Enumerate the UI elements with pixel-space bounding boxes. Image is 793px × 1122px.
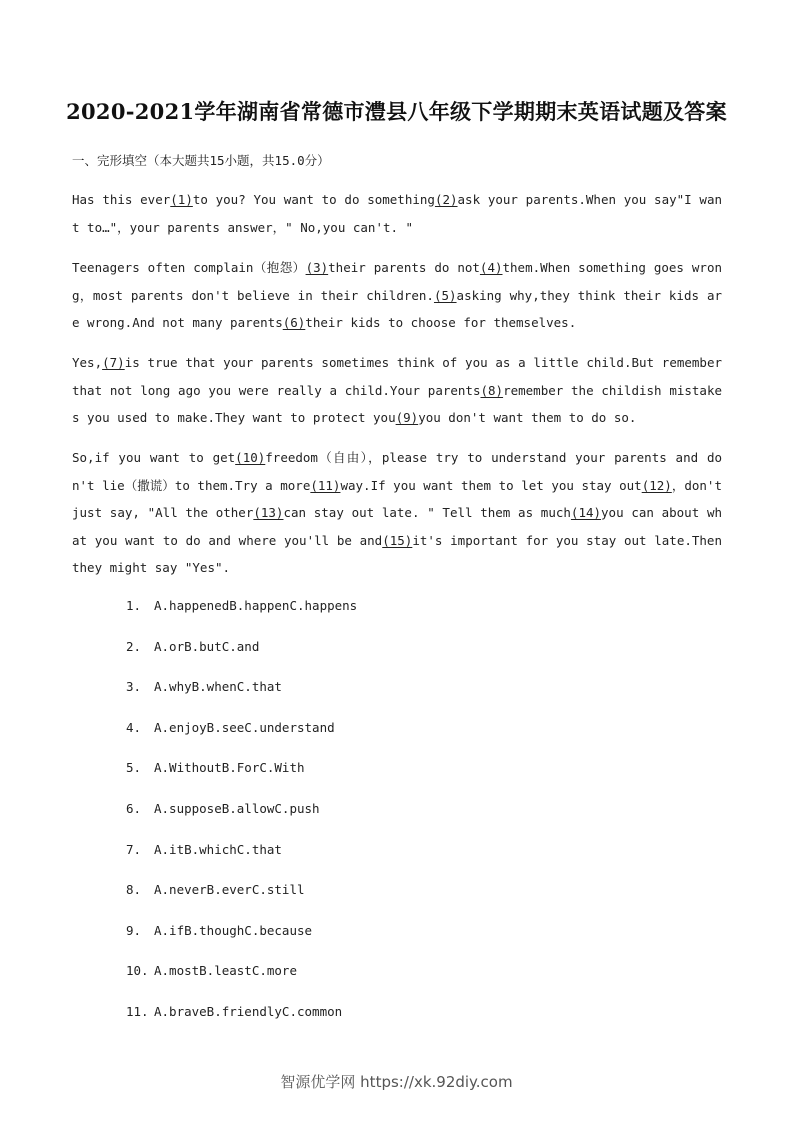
blank-marker: (10) <box>235 450 266 465</box>
passage-text: them.When something goes wrong，most parents don't believe in their children. <box>72 260 723 303</box>
passage-text: Yes, <box>72 355 103 370</box>
option-text: A.whyB.whenC.that <box>154 679 282 695</box>
passage-text: to you? You want to do something <box>192 192 435 207</box>
option-number: 10. <box>126 963 149 979</box>
blank-marker: (5) <box>433 287 457 303</box>
option-number: 2. <box>126 638 142 654</box>
passage-text: it's important for you stay out late.Then they might say "Yes". <box>72 532 722 575</box>
option-text: A.WithoutB.ForC.With <box>154 760 305 776</box>
option-item <box>126 679 357 720</box>
option-text: A.itB.whichC.that <box>154 841 282 857</box>
passage-text: way.If you want them to let you stay out <box>340 477 642 493</box>
blank-marker: (4) <box>479 260 503 275</box>
option-text: A.happenedB.happenC.happens <box>154 598 358 613</box>
passage-text: their parents do not <box>328 260 480 275</box>
passage-text: is true that your parents sometimes think of you as a little child.But remember that not long ago you were really a child.Your parents <box>72 355 722 398</box>
blank-marker: (2) <box>434 192 458 207</box>
passage-text: Has this ever <box>72 192 171 207</box>
option-item <box>126 1004 357 1045</box>
option-number: 4. <box>126 719 142 735</box>
blank-marker: (7) <box>102 355 125 370</box>
option-text: A.braveB.friendlyC.common <box>154 1003 343 1019</box>
option-text: A.enjoyB.seeC.understand <box>154 719 335 735</box>
option-number: 8. <box>126 882 142 898</box>
passage-text: asking why,they think their kids are wrong.And not many parents <box>72 287 722 330</box>
footer-watermark: 智源优学网 https://xk.92diy.com <box>280 1073 513 1091</box>
blank-marker: (3) <box>305 260 329 275</box>
passage-text: remember the childish mistakes you used to make.They want to protect you <box>72 382 723 425</box>
passage-text: ask your parents.When you say"I want to…"，your parents answer，" No,you can't. " <box>72 192 722 235</box>
option-number: 7. <box>126 841 142 857</box>
option-number: 6. <box>126 800 142 816</box>
option-text: A.mostB.leastC.more <box>154 963 297 979</box>
passage-text: can stay out late. " Tell them as much <box>283 505 571 520</box>
option-text: A.ifB.thoughC.because <box>154 922 313 938</box>
blank-marker: (12) <box>641 477 672 493</box>
passage-paragraph <box>72 349 722 432</box>
passage-text: So,if you want to get <box>72 450 236 465</box>
option-text: A.neverB.everC.still <box>154 882 305 898</box>
answer-options-list <box>126 598 357 1045</box>
option-number: 5. <box>126 760 142 776</box>
passage-text: Teenagers often complain（抱怨） <box>72 260 306 275</box>
passage-paragraph <box>72 186 722 241</box>
blank-marker: (11) <box>310 477 341 493</box>
blank-marker: (8) <box>480 382 504 398</box>
option-item <box>126 801 357 842</box>
blank-marker: (15) <box>382 532 413 548</box>
option-item <box>126 639 357 680</box>
option-number: 1. <box>126 598 142 613</box>
passage-paragraph <box>72 254 722 337</box>
option-number: 3. <box>126 679 142 695</box>
option-number: 9. <box>126 922 142 938</box>
blank-marker: (13) <box>253 505 284 520</box>
option-item <box>126 882 357 923</box>
blank-marker: (14) <box>570 505 602 520</box>
passage-text: you can about what you want to do and where you'll be and <box>72 505 722 548</box>
option-text: A.supposeB.allowC.push <box>154 800 320 816</box>
passage-text: ，don't just say, "All the other <box>72 477 722 520</box>
section-heading: 一、完形填空（本大题共15小题，共15.0分） <box>72 153 330 168</box>
blank-marker: (9) <box>395 410 419 425</box>
option-item <box>126 598 357 639</box>
option-item <box>126 760 357 801</box>
passage-paragraph <box>72 444 722 582</box>
option-number: 11. <box>126 1003 149 1019</box>
blank-marker: (1) <box>170 192 193 207</box>
page-title: 2020-2021学年湖南省常德市澧县八年级下学期期末英语试题及答案 <box>66 99 727 124</box>
option-item <box>126 963 357 1004</box>
option-item <box>126 923 357 964</box>
option-item <box>126 842 357 883</box>
blank-marker: (6) <box>282 315 306 330</box>
passage-text: freedom（自由），please try to understand your parents and don't lie（撒谎）to them.Try a more <box>72 450 722 493</box>
passage-text: their kids to choose for themselves. <box>305 315 577 330</box>
option-text: A.orB.butC.and <box>154 638 260 654</box>
passage-text: you don't want them to do so. <box>418 410 637 425</box>
option-item <box>126 720 357 761</box>
